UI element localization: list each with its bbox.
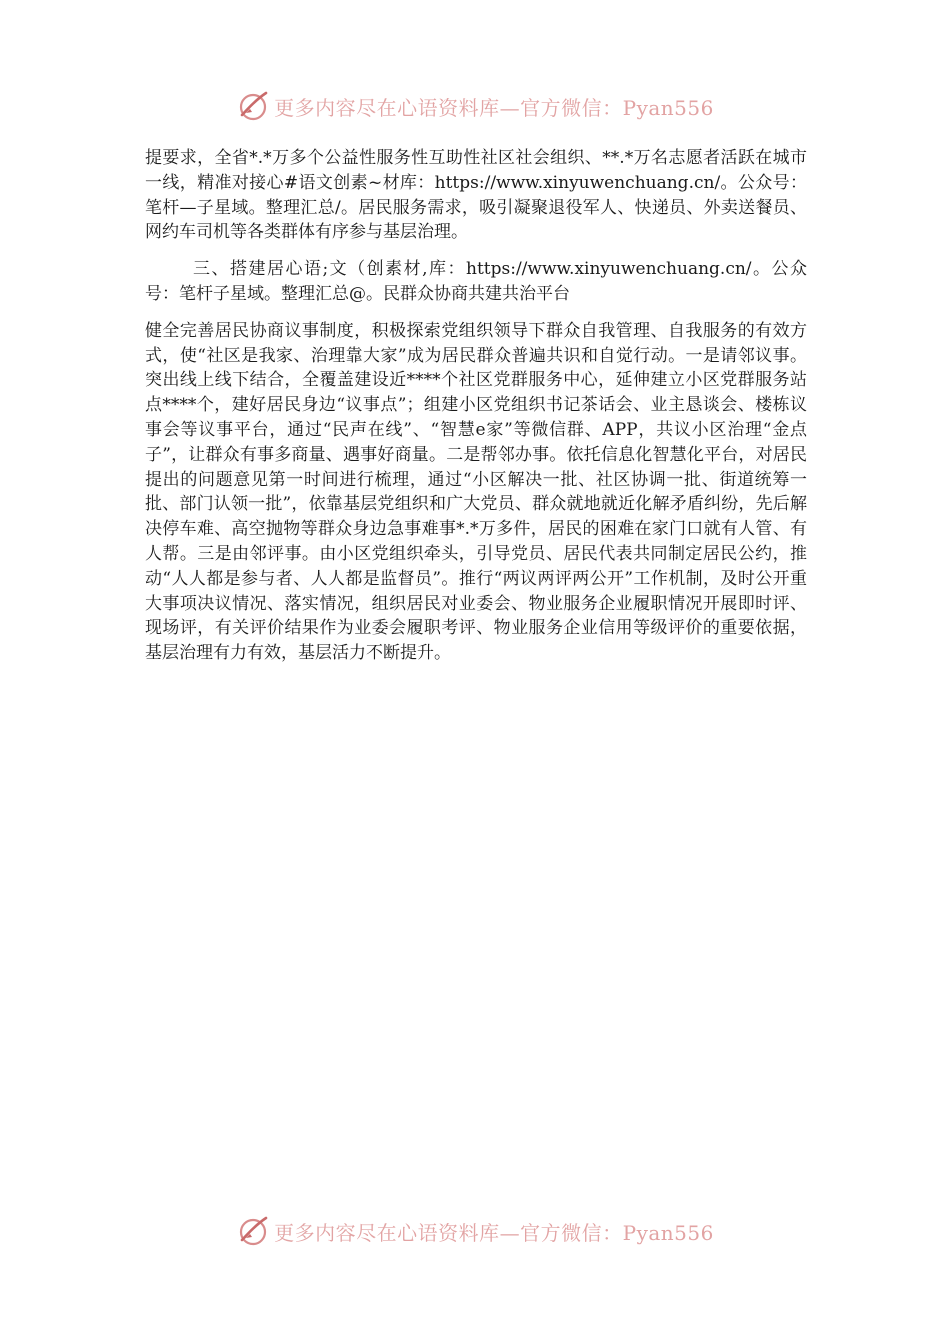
- header-banner-text: 更多内容尽在心语资料库—官方微信：Pyan556: [274, 95, 714, 120]
- footer-banner: [0, 1211, 950, 1251]
- pen-circle-logo-icon: [236, 1214, 270, 1248]
- pen-circle-logo-icon: [236, 89, 270, 123]
- footer-banner-text: 更多内容尽在心语资料库—官方微信：Pyan556: [274, 1220, 714, 1245]
- paragraph-2: 三、搭建居心语;文（创素材,库：https://www.xinyuwenchuang.cn/。公众号：笔杆子星域。整理汇总@。民群众协商共建共治平台: [145, 259, 807, 304]
- paragraph-3: 健全完善居民协商议事制度，积极探索党组织领导下群众自我管理、自我服务的有效方式，使“社区是我家、治理靠大家”成为居民群众普遍共识和自觉行动。一是请邻议事。突出线上线下结合，全覆盖建设近****个社区党群服务中心，延伸建立小区党群服务站点****个，建好居民身边“议事点”；组建小区党组织书记茶话会、业主恳谈会、楼栋议事会等议事平台，通过“民声在线”、“智慧e家”等微信群、APP，共议小区治理“金点子”，让群众有事多商量、遇事好商量。二是帮邻办事。依托信息化智慧化平台，对居民提出的问题意见第一时间进行梳理，通过“小区解决一批、社区协调一批、街道统筹一批、部门认领一批”，依靠基层党组织和广大党员、群众就地就近化解矛盾纠纷，先后解决停车难、高空抛物等群众身边急事难事*.*万多件，居民的困难在家门口就有人管、有人帮。三是由邻评事。由小区党组织牵头，引导党员、居民代表共同制定居民公约，推动“人人都是参与者、人人都是监督员”。推行“两议两评两公开”工作机制，及时公开重大事项决议情况、落实情况，组织居民对业委会、物业服务企业履职情况开展即时评、现场评，有关评价结果作为业委会履职考评、物业服务企业信用等级评价的重要依据，基层治理有力有效，基层活力不断提升。: [145, 320, 807, 664]
- document-body: [145, 146, 807, 666]
- header-banner: [0, 86, 950, 126]
- paragraph-1: 提要求，全省*.*万多个公益性服务性互助性社区社会组织、**.*万名志愿者活跃在城市一线，精准对接心#语文创素~材库：https://www.xinyuwenchuang.cn/。公众号：笔杆—子星域。整理汇总/。居民服务需求，吸引凝聚退役军人、快递员、外卖送餐员、网约车司机等各类群体有序参与基层治理。: [145, 148, 807, 243]
